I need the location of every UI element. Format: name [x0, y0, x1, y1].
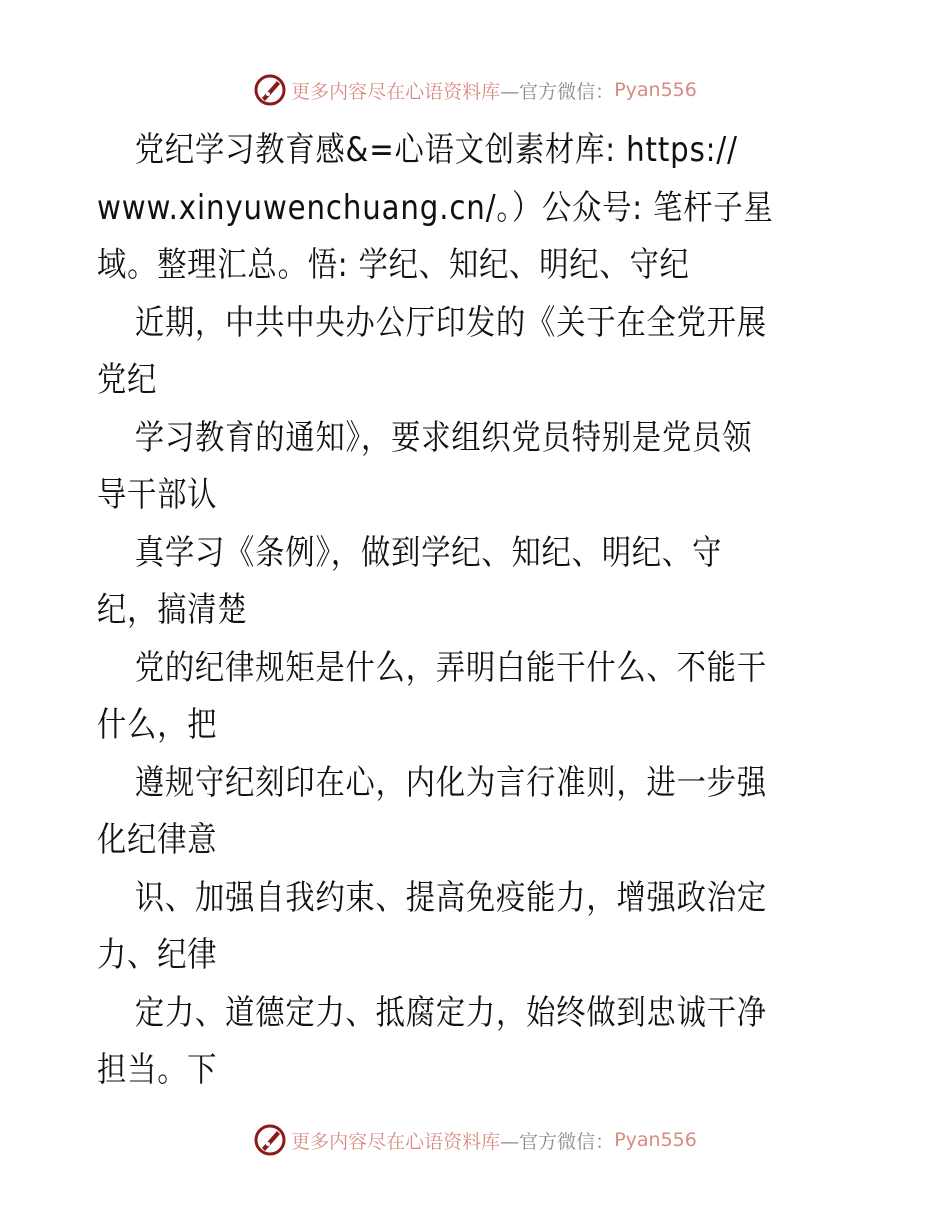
text-line: 识、加强自我约束、提高免疫能力，增强政治定 — [134, 877, 767, 918]
text-line: 定力、道德定力、抵腐定力，始终做到忠诚干净 — [134, 992, 767, 1033]
text-line: 纪，搞清楚 — [97, 590, 248, 630]
pen-nib-logo-icon — [253, 73, 287, 107]
text-line: 真学习《条例》，做到学纪、知纪、明纪、守 — [134, 532, 723, 573]
banner-promo-text: 更多内容尽在心语资料库 — [291, 80, 501, 103]
text-line: 力、纪律 — [97, 935, 218, 975]
text-line: 什么，把 — [97, 705, 218, 745]
banner-wechat-id: Pyan556 — [614, 1129, 697, 1151]
header-banner — [0, 70, 950, 110]
text-line: www.xinyuwenchuang.cn/。）公众号: 笔杆子星 — [97, 187, 774, 228]
banner-promo-text: 更多内容尽在心语资料库 — [291, 1130, 501, 1153]
footer-banner — [0, 1120, 950, 1160]
banner-wechat-label: —官方微信： — [500, 1130, 615, 1153]
text-line: 近期，中共中央办公厅印发的《关于在全党开展 — [134, 302, 767, 343]
text-line: 域。整理汇总。悟: 学纪、知纪、明纪、守纪 — [97, 245, 690, 285]
text-line: 化纪律意 — [97, 820, 218, 860]
text-line: 担当。下 — [97, 1050, 218, 1090]
text-line: 党纪 — [97, 360, 158, 400]
document-body — [97, 122, 857, 1100]
text-line: 学习教育的通知》，要求组织党员特别是党员领 — [134, 417, 753, 458]
banner-wechat-id: Pyan556 — [614, 79, 697, 101]
banner-wechat-label: —官方微信： — [500, 80, 615, 103]
text-line: 党纪学习教育感&=心语文创素材库: https:// — [134, 130, 738, 170]
text-line: 党的纪律规矩是什么，弄明白能干什么、不能干 — [134, 647, 767, 688]
text-line: 导干部认 — [97, 475, 218, 515]
text-line: 遵规守纪刻印在心，内化为言行准则，进一步强 — [134, 762, 767, 803]
pen-nib-logo-icon — [253, 1123, 287, 1157]
